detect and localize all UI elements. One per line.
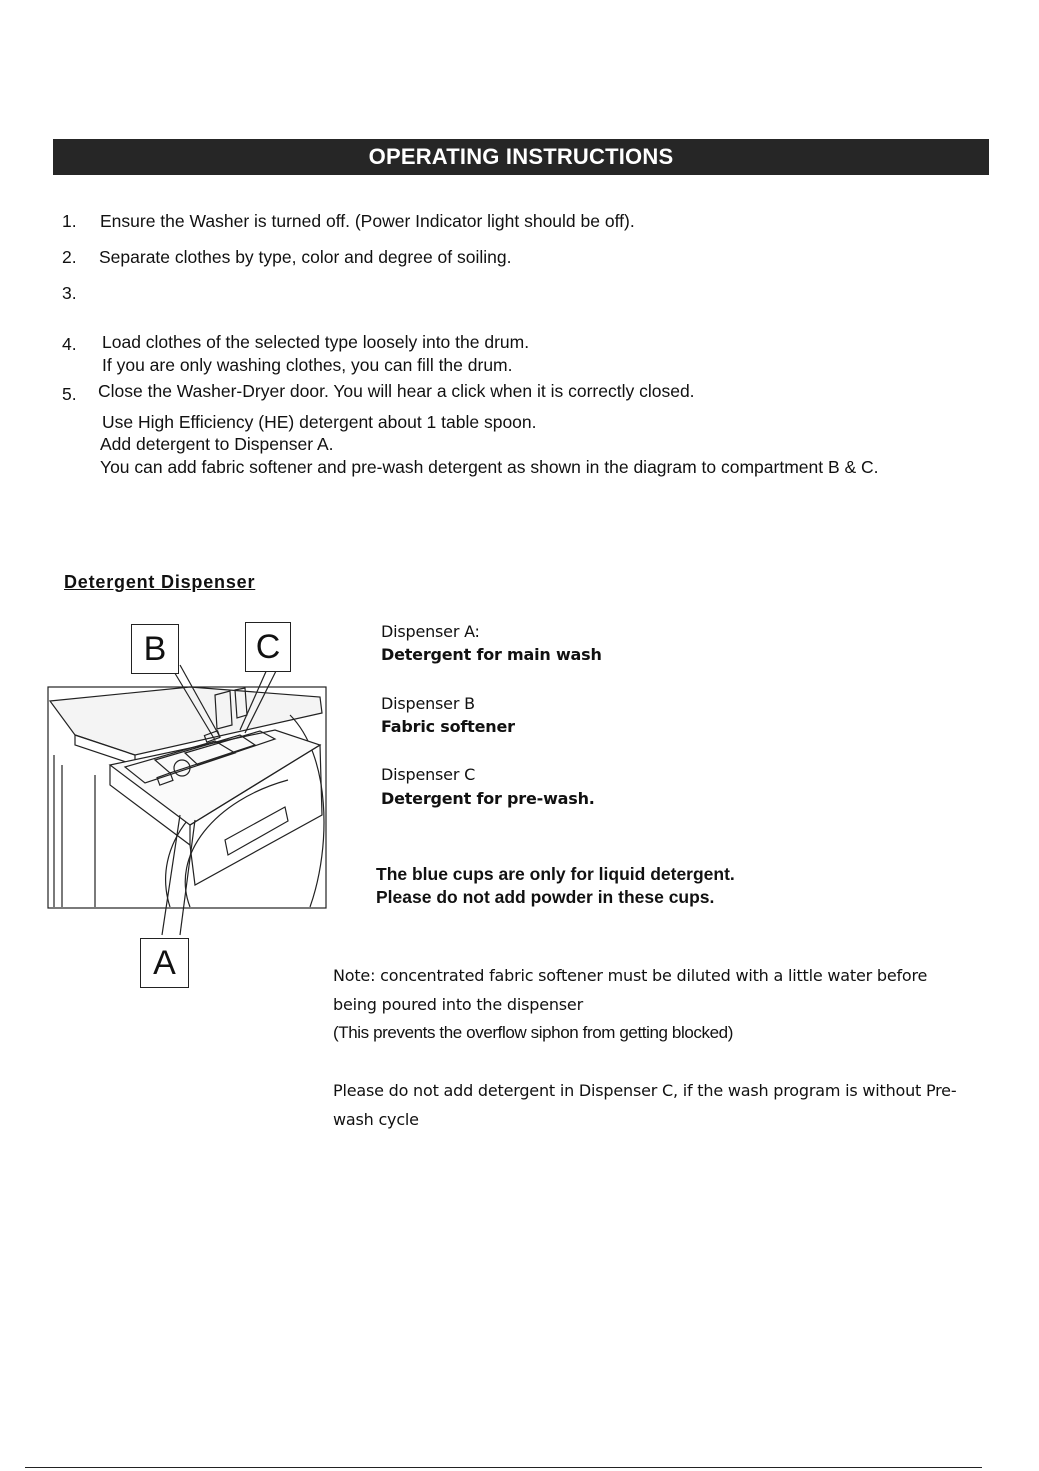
detergent-line: Add detergent to Dispenser A. [100,434,334,454]
label-a: A [140,938,189,988]
step-number: 3. [62,283,77,303]
dispenser-b-name: Dispenser B [381,694,475,713]
prewash-note-line: wash cycle [333,1110,419,1129]
label-c: C [245,622,291,672]
prewash-note-line: Please do not add detergent in Dispenser C, if the wash program is without Pre- [333,1081,957,1100]
dispenser-c-name: Dispenser C [381,765,476,784]
dispenser-a-name: Dispenser A: [381,622,480,641]
detergent-line: Use High Efficiency (HE) detergent about 1 table spoon. [102,412,537,432]
step-text: Ensure the Washer is turned off. (Power Indicator light should be off). [100,211,635,231]
dispenser-b-desc: Fabric softener [381,717,515,736]
step-text: Close the Washer-Dryer door. You will hear a click when it is correctly closed. [98,381,695,401]
detergent-line: You can add fabric softener and pre-wash detergent as shown in the diagram to compartment B & C. [100,457,879,477]
step-number: 2. [62,247,77,267]
label-b: B [131,624,179,674]
warning-line: The blue cups are only for liquid detergent. [376,864,735,884]
dispenser-c-desc: Detergent for pre-wash. [381,789,595,808]
footer-divider [25,1467,982,1468]
note-line: Note: concentrated fabric softener must be diluted with a little water before [333,966,928,985]
step-text: Load clothes of the selected type loosely into the drum. [102,332,530,352]
warning-line: Please do not add powder in these cups. [376,887,715,907]
page-title: OPERATING INSTRUCTIONS [53,139,989,175]
step-number: 5. [62,384,77,404]
detergent-dispenser-diagram [40,615,340,995]
step-number: 4. [62,334,77,354]
step-text: Separate clothes by type, color and degree of soiling. [99,247,512,267]
section-title: Detergent Dispenser [64,572,256,592]
note-line: being poured into the dispenser [333,995,583,1014]
note-line: (This prevents the overflow siphon from getting blocked) [333,1023,733,1042]
step-text: If you are only washing clothes, you can fill the drum. [102,355,513,375]
dispenser-a-desc: Detergent for main wash [381,645,602,664]
step-number: 1. [62,211,77,231]
